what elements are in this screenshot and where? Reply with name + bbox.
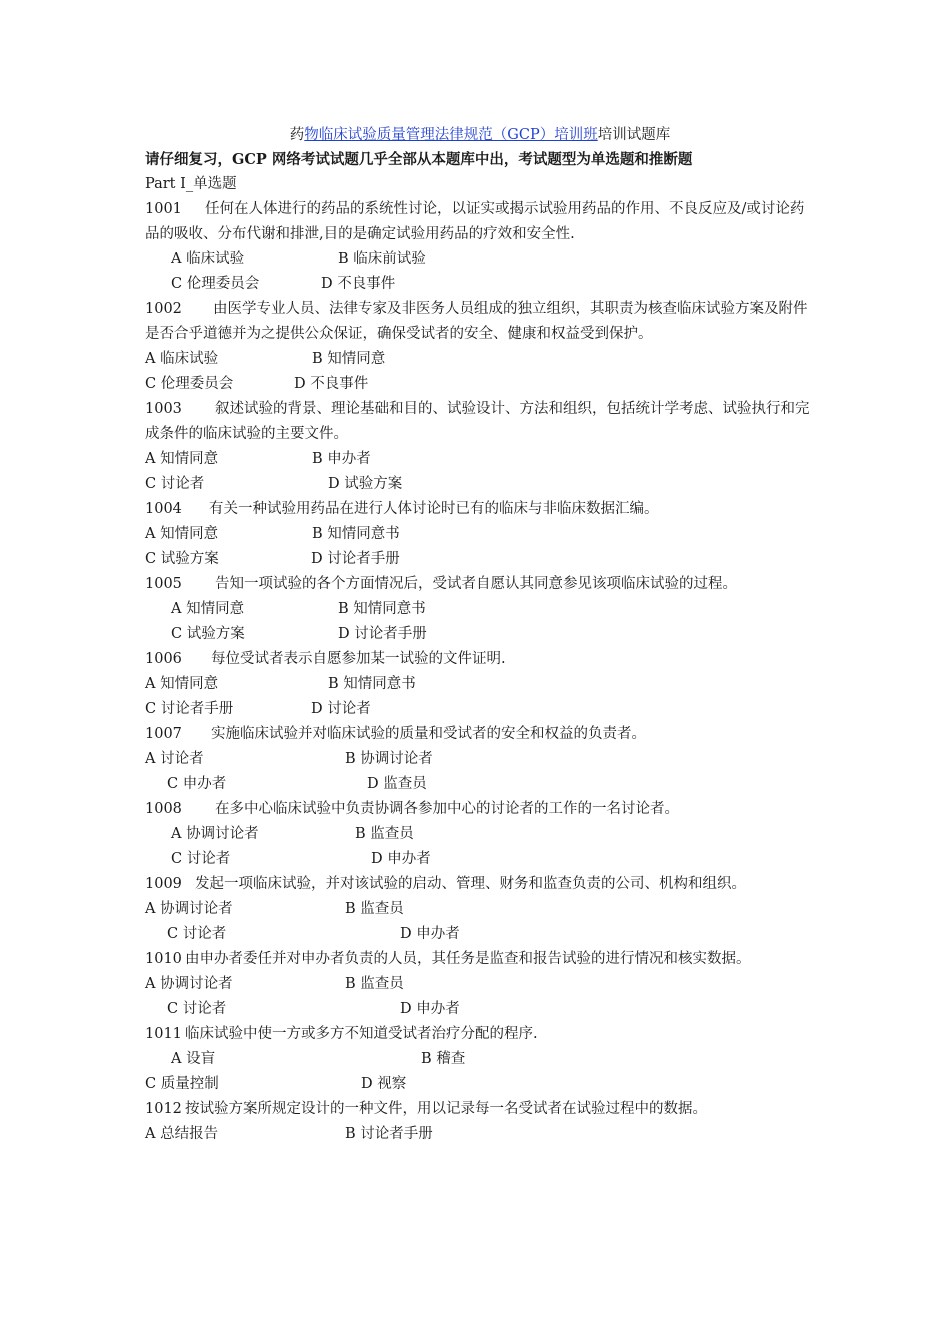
options-row <box>145 697 815 722</box>
question-1005 <box>145 572 815 597</box>
options-row <box>145 997 815 1022</box>
document-title: 药物临床试验质量管理法律规范（GCP）培训班培训试题库 <box>289 127 671 143</box>
option-b: B 知情同意书 <box>328 676 416 692</box>
option-b: B 稽查 <box>421 1051 466 1067</box>
question-number: 1005 <box>145 576 182 592</box>
option-a: A 临床试验 <box>171 251 245 267</box>
question-number: 1010 <box>145 951 182 967</box>
option-b: B 监查员 <box>355 826 414 842</box>
option-c: C 质量控制 <box>145 1076 219 1092</box>
option-a: A 设盲 <box>171 1051 216 1067</box>
options-row <box>145 272 815 297</box>
option-d: D 试验方案 <box>328 476 403 492</box>
question-text: 由医学专业人员、法律专家及非医务人员组成的独立组织，其职责为核查临床试验方案及附件是否合乎道德并为之提供公众保证，确保受试者的安全、健康和权益受到保护。 <box>145 301 808 342</box>
question-text: 发起一项临床试验，并对该试验的启动、管理、财务和监查负责的公司、机构和组织。 <box>195 876 746 892</box>
question-number: 1003 <box>145 401 182 417</box>
options-row <box>145 772 815 797</box>
question-1009 <box>145 872 815 897</box>
option-c: C 申办者 <box>167 776 227 792</box>
option-c: C 伦理委员会 <box>145 376 234 392</box>
question-text: 在多中心临床试验中负责协调各参加中心的讨论者的工作的一名讨论者。 <box>215 801 679 817</box>
question-1001 <box>145 197 815 247</box>
question-1012 <box>145 1097 815 1122</box>
question-number: 1002 <box>145 301 182 317</box>
option-a: A 协调讨论者 <box>145 976 233 992</box>
option-b: B 知情同意书 <box>312 526 400 542</box>
question-number: 1012 <box>145 1101 182 1117</box>
question-number: 1011 <box>145 1026 182 1042</box>
option-a: A 讨论者 <box>145 751 204 767</box>
option-c: C 讨论者手册 <box>145 701 234 717</box>
question-number: 1004 <box>145 501 182 517</box>
option-d: D 讨论者 <box>311 701 371 717</box>
options-row <box>145 622 815 647</box>
question-text: 临床试验中使一方或多方不知道受试者治疗分配的程序. <box>185 1026 538 1042</box>
options-row <box>145 447 815 472</box>
question-number: 1009 <box>145 876 182 892</box>
options-row <box>145 672 815 697</box>
options-row <box>145 1072 815 1097</box>
question-text: 每位受试者表示自愿参加某一试验的文件证明. <box>211 651 506 667</box>
question-text: 实施临床试验并对临床试验的质量和受试者的安全和权益的负责者。 <box>211 726 646 742</box>
option-b: B 临床前试验 <box>338 251 426 267</box>
question-text: 任何在人体进行的药品的系统性讨论，以证实或揭示试验用药品的作用、不良反应及/或讨论药品的吸收、分布代谢和排泄,目的是确定试验用药品的疗效和安全性. <box>145 201 805 242</box>
option-d: D 申办者 <box>400 1001 460 1017</box>
question-1006 <box>145 647 815 672</box>
options-row <box>145 1047 815 1072</box>
option-c: C 伦理委员会 <box>171 276 260 292</box>
option-d: D 申办者 <box>371 851 431 867</box>
option-d: D 讨论者手册 <box>311 551 400 567</box>
option-c: C 试验方案 <box>171 626 245 642</box>
options-row <box>145 822 815 847</box>
question-number: 1001 <box>145 201 182 217</box>
question-text: 由申办者委任并对申办者负责的人员，其任务是监查和报告试验的进行情况和核实数据。 <box>185 951 751 967</box>
question-text: 按试验方案所规定设计的一种文件，用以记录每一名受试者在试验过程中的数据。 <box>185 1101 707 1117</box>
option-d: D 申办者 <box>400 926 460 942</box>
option-b: B 申办者 <box>312 451 371 467</box>
option-c: C 试验方案 <box>145 551 219 567</box>
question-number: 1008 <box>145 801 182 817</box>
option-b: B 协调讨论者 <box>345 751 433 767</box>
options-row <box>145 472 815 497</box>
question-1008 <box>145 797 815 822</box>
options-row <box>145 897 815 922</box>
options-row <box>145 922 815 947</box>
option-d: D 讨论者手册 <box>338 626 427 642</box>
question-text: 叙述试验的背景、理论基础和目的、试验设计、方法和组织，包括统计学考虑、试验执行和完成条件的临床试验的主要文件。 <box>145 401 810 442</box>
options-row <box>145 347 815 372</box>
options-row <box>145 547 815 572</box>
option-c: C 讨论者 <box>167 926 227 942</box>
option-a: A 知情同意 <box>145 526 219 542</box>
options-row <box>145 372 815 397</box>
question-number: 1006 <box>145 651 182 667</box>
question-1004 <box>145 497 815 522</box>
options-row <box>145 522 815 547</box>
options-row <box>145 847 815 872</box>
option-a: A 知情同意 <box>145 676 219 692</box>
option-b: B 知情同意 <box>312 351 386 367</box>
option-c: C 讨论者 <box>167 1001 227 1017</box>
options-row <box>145 247 815 272</box>
question-text: 告知一项试验的各个方面情况后，受试者自愿认其同意参见该项临床试验的过程。 <box>215 576 737 592</box>
option-d: D 不良事件 <box>294 376 369 392</box>
option-a: A 总结报告 <box>145 1126 219 1142</box>
option-b: B 知情同意书 <box>338 601 426 617</box>
options-row <box>145 747 815 772</box>
question-1002 <box>145 297 815 347</box>
option-a: A 协调讨论者 <box>145 901 233 917</box>
document-body <box>145 123 815 1147</box>
option-c: C 讨论者 <box>145 476 205 492</box>
exam-notice: 请仔细复习，GCP 网络考试试题几乎全部从本题库中出，考试题型为单选题和推断题 <box>145 151 693 168</box>
part-heading: Part I_单选题 <box>145 176 237 192</box>
options-row <box>145 972 815 997</box>
question-1011 <box>145 1022 815 1047</box>
question-1007 <box>145 722 815 747</box>
title-link[interactable]: 物临床试验质量管理法律规范（GCP）培训班 <box>304 127 598 143</box>
option-a: A 协调讨论者 <box>171 826 259 842</box>
question-number: 1007 <box>145 726 182 742</box>
question-1003 <box>145 397 815 447</box>
option-c: C 讨论者 <box>171 851 231 867</box>
option-d: D 监查员 <box>367 776 427 792</box>
option-a: A 临床试验 <box>145 351 219 367</box>
option-a: A 知情同意 <box>171 601 245 617</box>
question-text: 有关一种试验用药品在进行人体讨论时已有的临床与非临床数据汇编。 <box>209 501 659 517</box>
question-1010 <box>145 947 815 972</box>
option-d: D 不良事件 <box>321 276 396 292</box>
option-b: B 监查员 <box>345 976 404 992</box>
options-row <box>145 1122 815 1147</box>
option-b: B 监查员 <box>345 901 404 917</box>
options-row <box>145 597 815 622</box>
option-d: D 视察 <box>361 1076 407 1092</box>
option-b: B 讨论者手册 <box>345 1126 433 1142</box>
option-a: A 知情同意 <box>145 451 219 467</box>
